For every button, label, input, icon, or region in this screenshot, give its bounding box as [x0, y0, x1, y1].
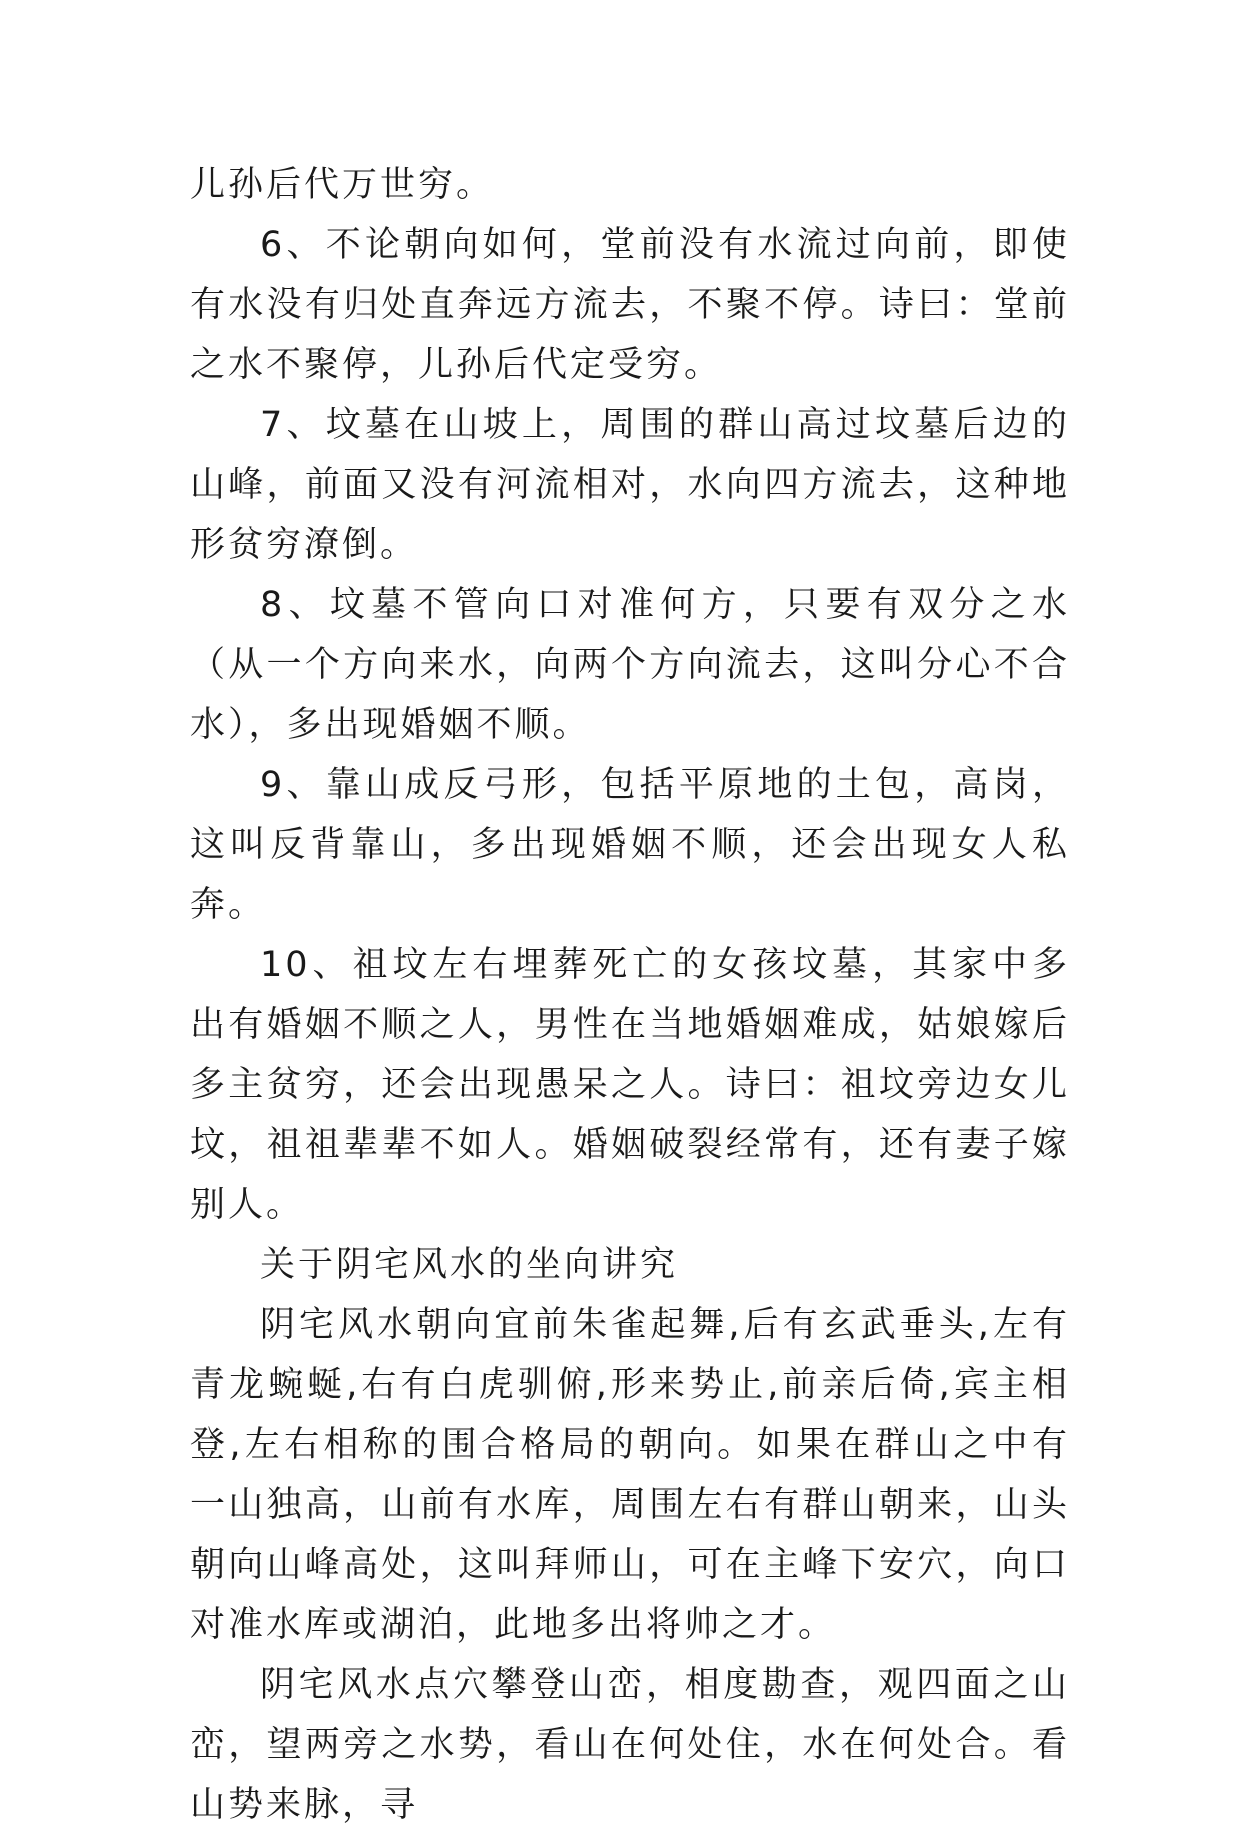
paragraph-item-8: 8、坟墓不管向口对准何方，只要有双分之水（从一个方向来水，向两个方向流去，这叫分心不合水），多出现婚姻不顺。	[190, 585, 1070, 745]
section-heading: 关于阴宅风水的坐向讲究	[260, 1245, 679, 1285]
paragraph-site-survey: 阴宅风水点穴攀登山峦，相度勘查，观四面之山峦，望两旁之水势，看山在何处住，水在何处合。看山势来脉，寻	[190, 1665, 1070, 1825]
paragraph-item-6: 6、不论朝向如何，堂前没有水流过向前，即使有水没有归处直奔远方流去，不聚不停。诗曰：堂前之水不聚停，儿孙后代定受穷。	[190, 225, 1070, 385]
paragraph-orientation: 阴宅风水朝向宜前朱雀起舞,后有玄武垂头,左有青龙蜿蜒,右有白虎驯俯,形来势止,前亲后倚,宾主相登,左右相称的围合格局的朝向。如果在群山之中有一山独高，山前有水库，周围左右有群山朝来，山头朝向山峰高处，这叫拜师山，可在主峰下安穴，向口对准水库或湖泊，此地多出将帅之才。	[190, 1305, 1070, 1645]
paragraph-item-7: 7、坟墓在山坡上，周围的群山高过坟墓后边的山峰，前面又没有河流相对，水向四方流去，这种地形贫穷潦倒。	[190, 405, 1070, 565]
document-body	[190, 155, 1070, 1835]
paragraph-item-9: 9、靠山成反弓形，包括平原地的土包，高岗，这叫反背靠山，多出现婚姻不顺，还会出现女人私奔。	[190, 765, 1070, 925]
paragraph-continuation: 儿孙后代万世穷。	[190, 165, 495, 205]
paragraph-item-10: 10、祖坟左右埋葬死亡的女孩坟墓，其家中多出有婚姻不顺之人，男性在当地婚姻难成，姑娘嫁后多主贫穷，还会出现愚呆之人。诗曰：祖坟旁边女儿坟，祖祖辈辈不如人。婚姻破裂经常有，还有妻子嫁别人。	[190, 945, 1070, 1225]
